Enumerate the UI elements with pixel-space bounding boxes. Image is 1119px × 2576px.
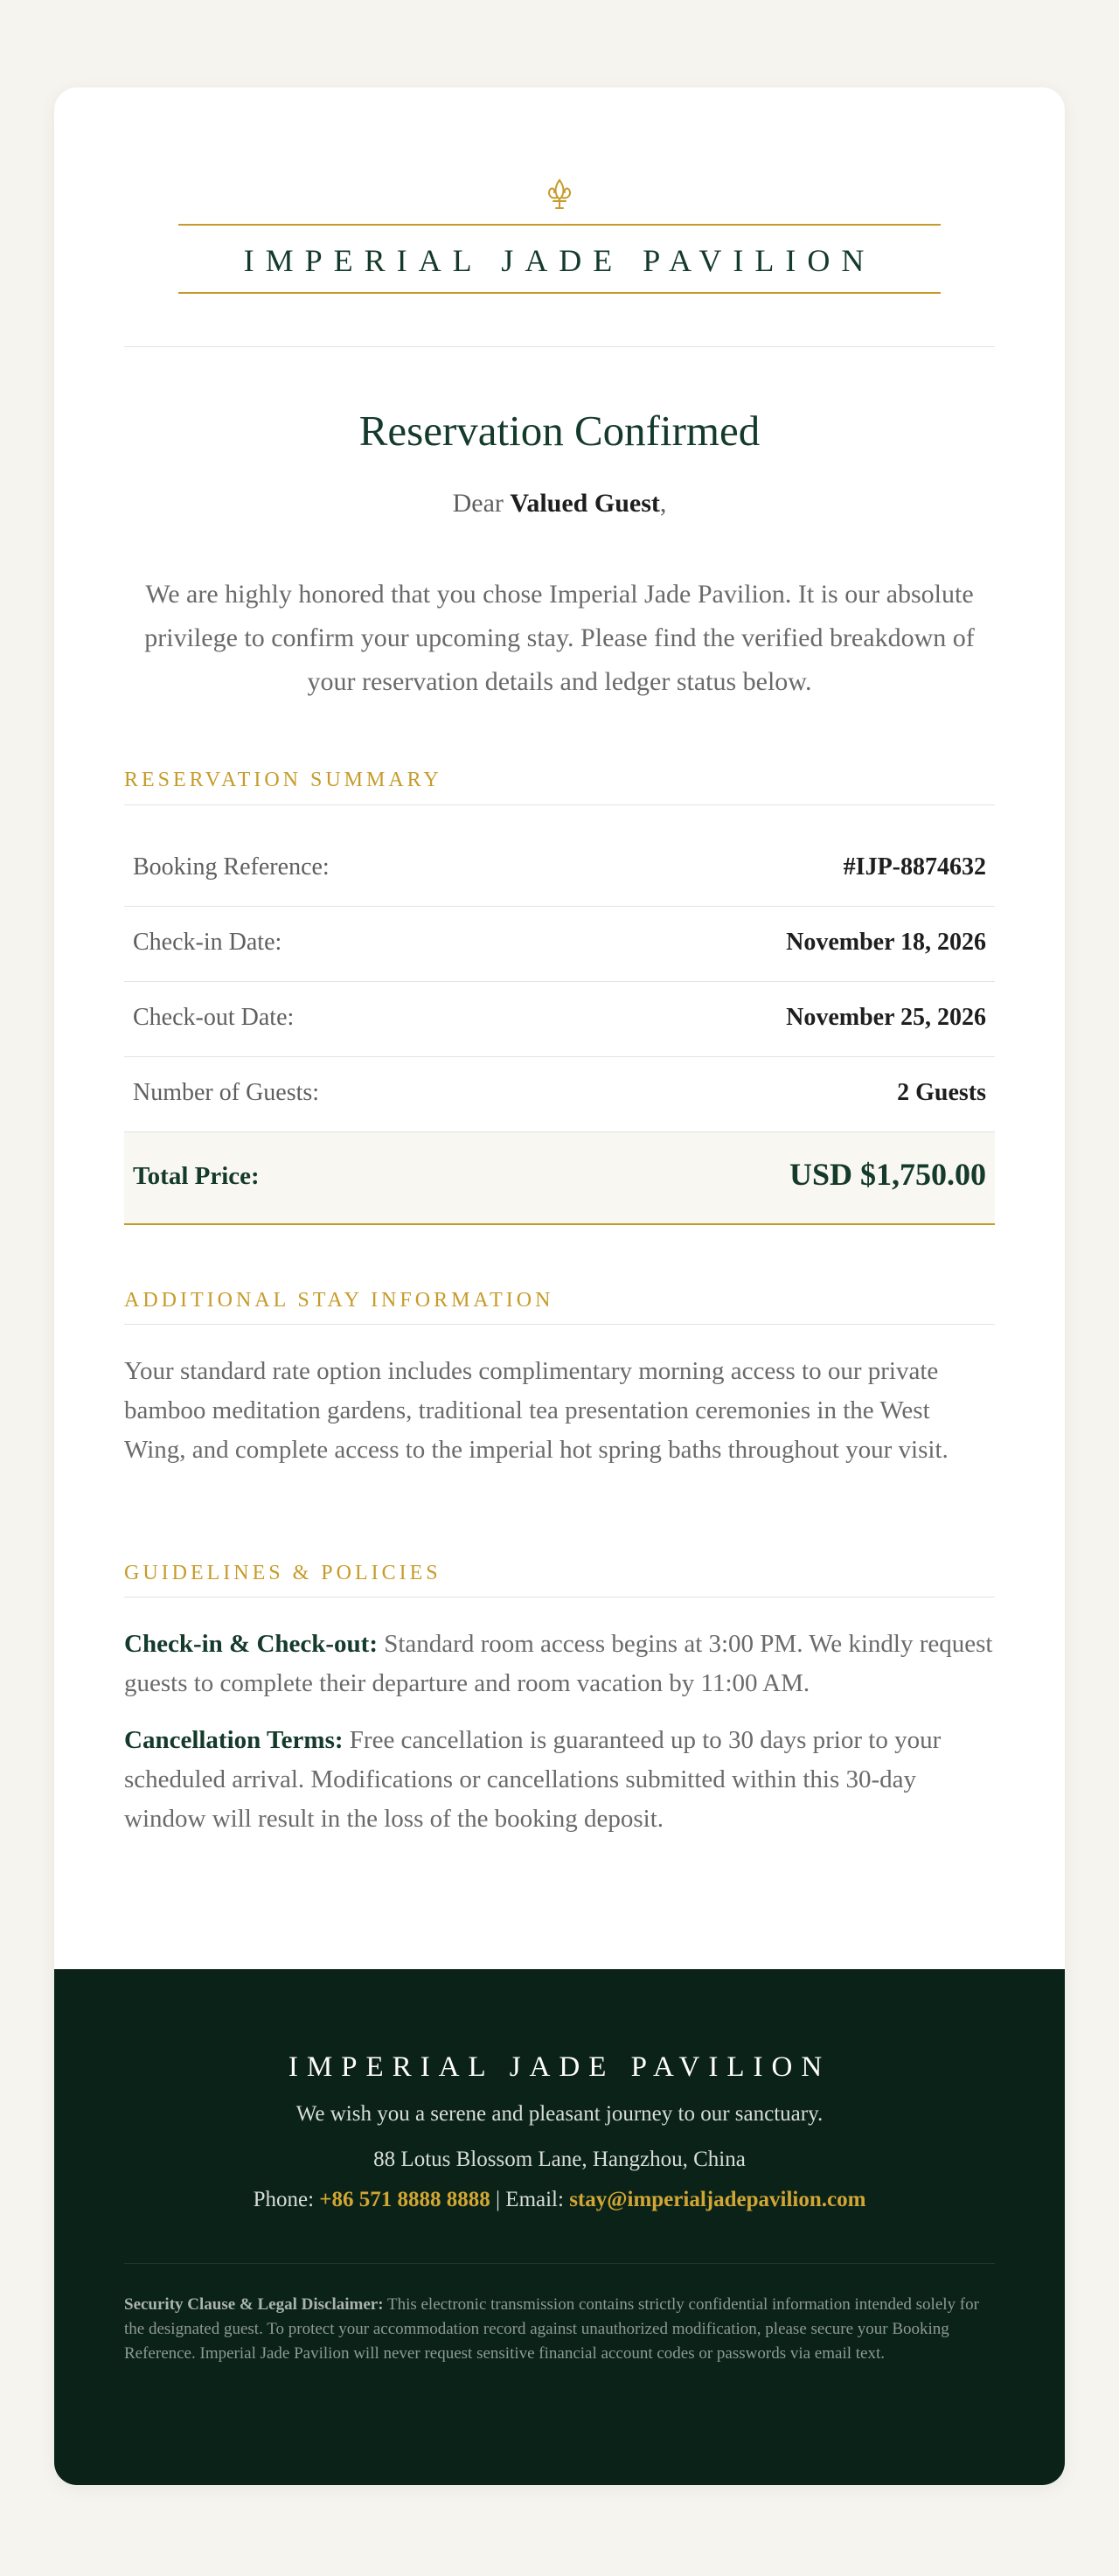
greeting	[54, 486, 1065, 521]
row-label: Check-in Date:	[133, 929, 282, 956]
row-value: November 18, 2026	[786, 929, 986, 956]
footer-contact	[54, 2186, 1065, 2214]
contact-separator: |	[490, 2188, 506, 2211]
guest-name: Valued Guest	[510, 489, 660, 518]
additional-heading: ADDITIONAL STAY INFORMATION	[124, 1289, 554, 1312]
row-label: Number of Guests:	[133, 1079, 320, 1106]
phone-link[interactable]: +86 571 8888 8888	[319, 2188, 490, 2211]
divider	[124, 346, 995, 347]
greeting-suffix: ,	[659, 489, 667, 518]
disclaimer-title: Security Clause & Legal Disclaimer:	[124, 2295, 384, 2314]
greeting-prefix: Dear	[452, 489, 511, 518]
email-link[interactable]: stay@imperialjadepavilion.com	[569, 2188, 866, 2211]
total-price: USD $1,750.00	[789, 1157, 986, 1192]
footer-tagline: We wish you a serene and pleasant journey to our sanctuary.	[295, 2102, 824, 2126]
summary-heading: RESERVATION SUMMARY	[124, 769, 442, 791]
total-label: Total Price:	[133, 1162, 260, 1190]
legal-disclaimer	[124, 2293, 995, 2366]
additional-divider	[124, 1324, 995, 1325]
policies-heading: GUIDELINES & POLICIES	[124, 1562, 441, 1584]
header-rule-bottom	[178, 292, 941, 294]
header	[54, 87, 1065, 346]
row-label: Booking Reference:	[133, 853, 330, 881]
disclaimer-text: This electronic transmission contains strictly confidential information intended solely for the designated guest. To protect your accommodation record against unauthorized modification, please secure your Booking Reference. Imperial Jade Pavilion will never request sensitive financial account codes or passwords via email text.	[124, 2295, 979, 2363]
row-label: Check-out Date:	[133, 1004, 295, 1031]
policy-cancellation	[124, 1721, 995, 1839]
row-value: #IJP-8874632	[843, 853, 986, 881]
policy-title: Cancellation Terms:	[124, 1726, 344, 1754]
summary-divider	[124, 804, 995, 805]
summary-row-booking-reference	[124, 831, 995, 907]
footer-address: 88 Lotus Blossom Lane, Hangzhou, China	[373, 2148, 746, 2171]
email-label: Email:	[505, 2188, 570, 2211]
fleur-de-lis-icon	[540, 175, 579, 213]
policy-text: Standard room access begins at 3:00 PM. We kindly request guests to complete their departure and room vacation by 11:00 AM.	[124, 1630, 993, 1697]
confirmation-card	[54, 87, 1065, 2485]
footer	[54, 1969, 1065, 2485]
summary-total-row	[124, 1132, 995, 1225]
row-value: November 25, 2026	[786, 1004, 986, 1031]
policy-title: Check-in & Check-out:	[124, 1630, 378, 1658]
brand-name: IMPERIAL JADE PAVILION	[243, 243, 876, 278]
policy-text: Free cancellation is guaranteed up to 30 days prior to your scheduled arrival. Modifications or cancellations submitted within this 30-day window will result in the loss of the booking deposit.	[124, 1726, 942, 1833]
header-rule-top	[178, 224, 941, 226]
page-title: Reservation Confirmed	[358, 407, 761, 455]
footer-divider	[124, 2263, 995, 2264]
summary-row-check-out	[124, 981, 995, 1057]
policies-divider	[124, 1597, 995, 1598]
summary-row-check-in	[124, 906, 995, 982]
additional-text: Your standard rate option includes complimentary morning access to our private bamboo meditation gardens, traditional tea presentation ceremonies in the West Wing, and complete access to the imperial hot spring baths throughout your visit.	[124, 1357, 949, 1464]
phone-label: Phone:	[253, 2188, 320, 2211]
summary-row-guests	[124, 1056, 995, 1132]
footer-brand: IMPERIAL JADE PAVILION	[288, 2051, 831, 2083]
row-value: 2 Guests	[897, 1079, 986, 1106]
intro-text: We are highly honored that you chose Imperial Jade Pavilion. It is our absolute privilege to confirm your upcoming stay. Please find the verified breakdown of your reservation details and ledger status below.	[144, 580, 975, 696]
policy-check-in-out	[124, 1625, 995, 1703]
